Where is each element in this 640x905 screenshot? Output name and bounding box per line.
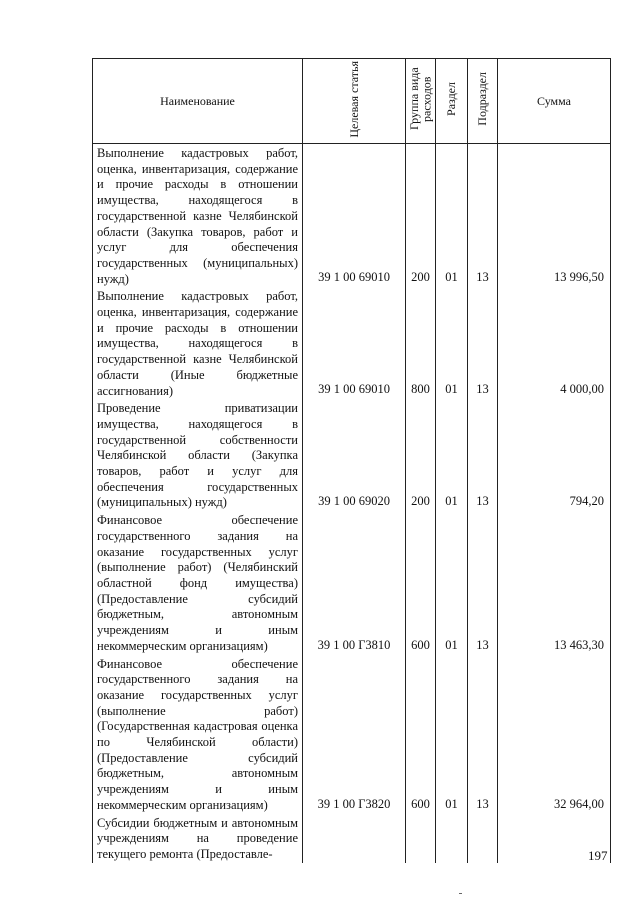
row-name: Финансовое обеспечение государственного задания на оказание государственных услуг (выполнение работ) (Челябинский областной фонд имущества) (Предоставление субсидий бюджетным, автономным учреждениям и иным некоммерческим организациям) [93,511,303,654]
row-subsection: 13 [468,144,498,288]
row-name: Финансовое обеспечение государственного задания на оказание государственных услуг (выполнение работ) (Государственная кадастровая оценка по Челябинской области) (Предоставление субсидий бюджетным, автономным учреждениям и иным некоммерческим организациям) [93,655,303,814]
row-code [303,814,406,863]
row-group: 200 [406,144,436,288]
row-code: 39 1 00 69010 [303,287,406,399]
row-code: 39 1 00 69010 [303,144,406,288]
row-section: 01 [436,144,468,288]
row-sum: 794,20 [498,399,611,511]
row-section: 01 [436,511,468,654]
table-row [93,399,611,511]
header-subsection: Подраздел [468,59,498,144]
row-group: 200 [406,399,436,511]
row-name: Выполнение кадастровых работ, оценка, инвентаризация, содержание и прочие расходы в отношении имущества, находящегося в государственной казне Челябинской области (Закупка товаров, работ и услуг для обеспечения государственных (муниципальных) нужд) [93,144,303,288]
row-subsection: 13 [468,511,498,654]
header-section: Раздел [436,59,468,144]
header-target-article: Целевая статья [303,59,406,144]
row-group: 800 [406,287,436,399]
table-row [93,655,611,814]
row-sum: 4 000,00 [498,287,611,399]
row-sum: 32 964,00 [498,655,611,814]
row-section: 01 [436,655,468,814]
row-subsection: 13 [468,287,498,399]
page-number: 197 [588,848,608,863]
row-section [436,814,468,863]
row-name: Проведение приватизации имущества, находящегося в государственной собственности Челябинской области (Закупка товаров, работ и услуг для обеспечения государственных (муниципальных) нужд) [93,399,303,511]
header-sum: Сумма [498,59,611,144]
table-row [93,814,611,863]
row-group [406,814,436,863]
header-expense-group: Группа вида расходов [406,59,436,144]
table-header-row [93,59,611,144]
header-name: Наименование [93,59,303,144]
budget-table [92,58,611,863]
table-row [93,287,611,399]
row-section: 01 [436,287,468,399]
row-subsection: 13 [468,399,498,511]
table-row [93,511,611,654]
row-section: 01 [436,399,468,511]
scan-speck [459,893,462,894]
table-row [93,144,611,288]
row-code: 39 1 00 Г3820 [303,655,406,814]
row-name: Выполнение кадастровых работ, оценка, инвентаризация, содержание и прочие расходы в отношении имущества, находящегося в государственной казне Челябинской области (Иные бюджетные ассигнования) [93,287,303,399]
row-name: Субсидии бюджетным и автономным учреждениям на проведение текущего ремонта (Предоставле- [93,814,303,863]
row-code: 39 1 00 Г3810 [303,511,406,654]
row-subsection: 13 [468,655,498,814]
row-group: 600 [406,655,436,814]
row-sum: 13 463,30 [498,511,611,654]
row-group: 600 [406,511,436,654]
row-sum: 13 996,50 [498,144,611,288]
row-code: 39 1 00 69020 [303,399,406,511]
row-subsection [468,814,498,863]
